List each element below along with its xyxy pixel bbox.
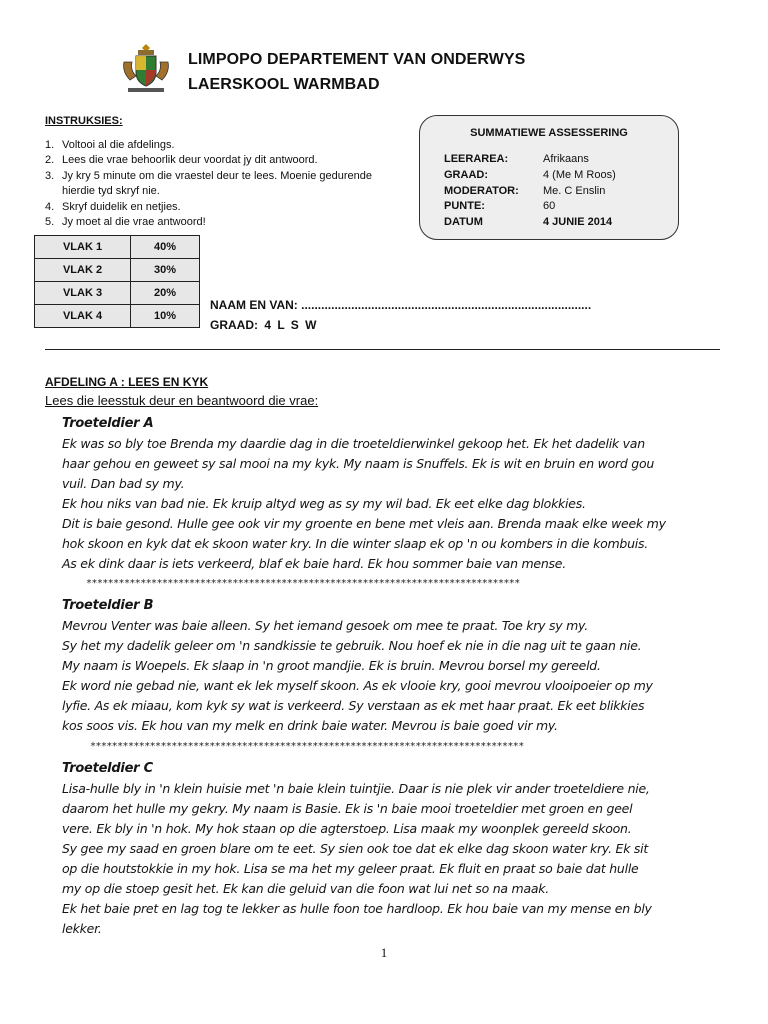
assessment-row: GRAAD: 4 (Me M Roos) [444, 169, 616, 181]
story-line: my op die stoep gesit het. Ek kan die geluid van die foon wat lui net so na maak. [62, 881, 550, 896]
page-number: 1 [380, 945, 388, 960]
story-b [62, 596, 712, 736]
instructions-title: INSTRUKSIES: [45, 115, 123, 127]
story-line: hok skoon en kyk dat ek skoon water kry. In die winter slaap ek op 'n ou kombers in die kombuis. [62, 536, 648, 551]
grade-field[interactable]: GRAAD: 4 L S W [210, 318, 317, 332]
story-line: op die houtstokkie in my hok. Lisa se ma het my geleer praat. Ek fluit en praat so baie dat hulle [62, 861, 639, 876]
story-title: Troeteldier C [62, 761, 153, 776]
assessment-row: MODERATOR: Me. C Enslin [444, 185, 606, 197]
story-line: Lisa-hulle bly in 'n klein huisie met 'n baie klein tuintjie. Daar is nie plek vir ander troeteldiere nie, [62, 781, 650, 796]
story-line: My naam is Woepels. Ek slaap in 'n groot mandjie. Ek is bruin. Mevrou borsel my gereeld. [62, 658, 601, 673]
instructions-list [45, 138, 405, 230]
percentage-cell: 20% [131, 282, 200, 305]
level-cell: VLAK 1 [35, 236, 131, 259]
percentage-cell: 40% [131, 236, 200, 259]
story-line: lekker. [62, 921, 102, 936]
story-line: Ek hou niks van bad nie. Ek kruip altyd weg as sy my wil bad. Ek eet elke dag blokkies. [62, 496, 586, 511]
table-row [35, 282, 200, 305]
story-line: As ek dink daar is iets verkeerd, blaf ek baie hard. Ek hou sommer baie van mense. [62, 556, 566, 571]
table-row [35, 305, 200, 328]
level-cell: VLAK 2 [35, 259, 131, 282]
assessment-title: SUMMATIEWE ASSESSERING [470, 127, 628, 139]
story-line: Ek word nie gebad nie, want ek lek myself skoon. As ek vlooie kry, gooi mevrou vlooipoeier op my [62, 678, 653, 693]
star-separator: ******************************************************************************** [90, 741, 524, 752]
story-c [62, 759, 712, 939]
story-line: Dit is baie gesond. Hulle gee ook vir my groente en bene met vleis aan. Brenda maak elke week my [62, 516, 666, 531]
section-title: AFDELING A : LEES EN KYK [45, 375, 209, 389]
story-line: vere. Ek bly in 'n hok. My hok staan op die agterstoep. Lisa maak my woonplek gereeld skoon. [62, 821, 632, 836]
name-field[interactable]: NAAM EN VAN: ....................................................................................... [210, 298, 592, 312]
story-title: Troeteldier A [62, 416, 154, 431]
assessment-info-box [419, 115, 679, 240]
story-line: vuil. Dan bad sy my. [62, 476, 185, 491]
assessment-row: LEERAREA: Afrikaans [444, 153, 589, 165]
star-separator: ******************************************************************************** [86, 578, 520, 589]
table-row [35, 236, 200, 259]
story-line: lyfie. As ek miaau, kom kyk sy wat is verkeerd. Sy verstaan as ek met haar praat. Ek eet blikkies [62, 698, 645, 713]
school-title: LAERSKOOL WARMBAD [188, 76, 380, 93]
story-line: Ek het baie pret en lag tog te lekker as hulle foon toe hardloop. Ek hou baie van my mense en bly [62, 901, 652, 916]
instruction-item: 5. Jy moet al die vrae antwoord! [45, 216, 206, 229]
instruction-item: 4. Skryf duidelik en netjies. [45, 200, 181, 213]
assessment-row: PUNTE: 60 [444, 200, 556, 212]
instruction-item: 2. Lees die vrae behoorlik deur voordat jy dit antwoord. [45, 154, 318, 167]
story-line: Mevrou Venter was baie alleen. Sy het iemand gesoek om mee te praat. Toe kry sy my. [62, 618, 588, 633]
story-line: Sy het my dadelik geleer om 'n sandkissie te gebruik. Nou hoef ek nie in die nag uit te gaan nie. [62, 638, 642, 653]
department-title: LIMPOPO DEPARTEMENT VAN ONDERWYS [188, 51, 526, 68]
level-weight-table [34, 235, 200, 328]
story-line: kos soos vis. Ek hou van my melk en drink baie water. Mevrou is baie goed vir my. [62, 718, 558, 733]
percentage-cell: 10% [131, 305, 200, 328]
section-instruction: Lees die leesstuk deur en beantwoord die vrae: [45, 393, 319, 408]
story-a [62, 414, 712, 574]
level-cell: VLAK 3 [35, 282, 131, 305]
coat-of-arms-icon [118, 40, 174, 96]
percentage-cell: 30% [131, 259, 200, 282]
story-title: Troeteldier B [62, 598, 154, 613]
story-line: Sy gee my saad en groen blare om te eet. Sy sien ook toe dat ek elke dag skoon water kry. Ek sit [62, 841, 649, 856]
divider [45, 349, 720, 350]
story-line: Ek was so bly toe Brenda my daardie dag in die troeteldierwinkel gekoop het. Ek het dadelik van [62, 436, 645, 451]
assessment-row: DATUM 4 JUNIE 2014 [444, 216, 613, 228]
story-line: daarom het hulle my gekry. My naam is Basie. Ek is 'n baie mooi troeteldier met groen en geel [62, 801, 633, 816]
story-line: haar gehou en geweet sy sal mooi na my kyk. My naam is Snuffels. Ek is wit en bruin en word gou [62, 456, 655, 471]
instruction-item: 1. Voltooi al die afdelings. [45, 139, 175, 151]
table-row [35, 259, 200, 282]
instruction-item: 3. Jy kry 5 minute om die vraestel deur te lees. Moenie gedurende hierdie tyd skryf nie. [45, 169, 372, 198]
level-cell: VLAK 4 [35, 305, 131, 328]
